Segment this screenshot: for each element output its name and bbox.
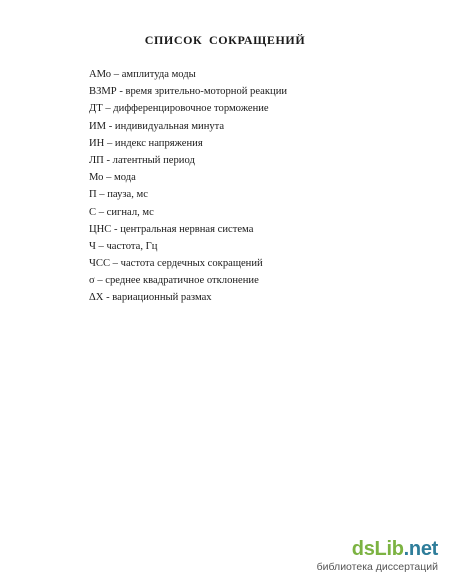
list-item: Мо – мода [89, 172, 136, 184]
logo-ds: ds [351, 538, 375, 560]
list-item: ЧСС – частота сердечных сокращений [89, 258, 263, 270]
list-item: σ – среднее квадратичное отклонение [89, 275, 259, 287]
list-item: П – пауза, мс [89, 189, 148, 201]
list-item: ИМ - индивидуальная минута [89, 120, 225, 132]
list-item: ЦНС - центральная нервная система [89, 223, 254, 235]
list-item: С – сигнал, мс [89, 206, 154, 218]
page-title: СПИСОК СОКРАЩЕНИЙ [144, 33, 306, 47]
list-item: Ч – частота, Гц [89, 240, 158, 252]
watermark-caption: библиотека диссертаций [316, 561, 438, 573]
abbreviation-list [89, 66, 287, 307]
list-item: АМо – амплитуда моды [89, 69, 196, 80]
dslib-logo [352, 538, 438, 561]
logo-lib: Lib [374, 538, 404, 560]
dslib-watermark[interactable] [318, 538, 438, 574]
list-item: ВЗМР - время зрительно-моторной реакции [89, 86, 288, 98]
list-item: ΔХ - вариационный размах [89, 292, 212, 304]
list-item: ДТ – дифференцировочное торможение [89, 103, 269, 115]
logo-net: .net [403, 538, 438, 560]
list-item: ЛП - латентный период [89, 154, 195, 166]
list-item: ИН – индекс напряжения [89, 137, 203, 149]
